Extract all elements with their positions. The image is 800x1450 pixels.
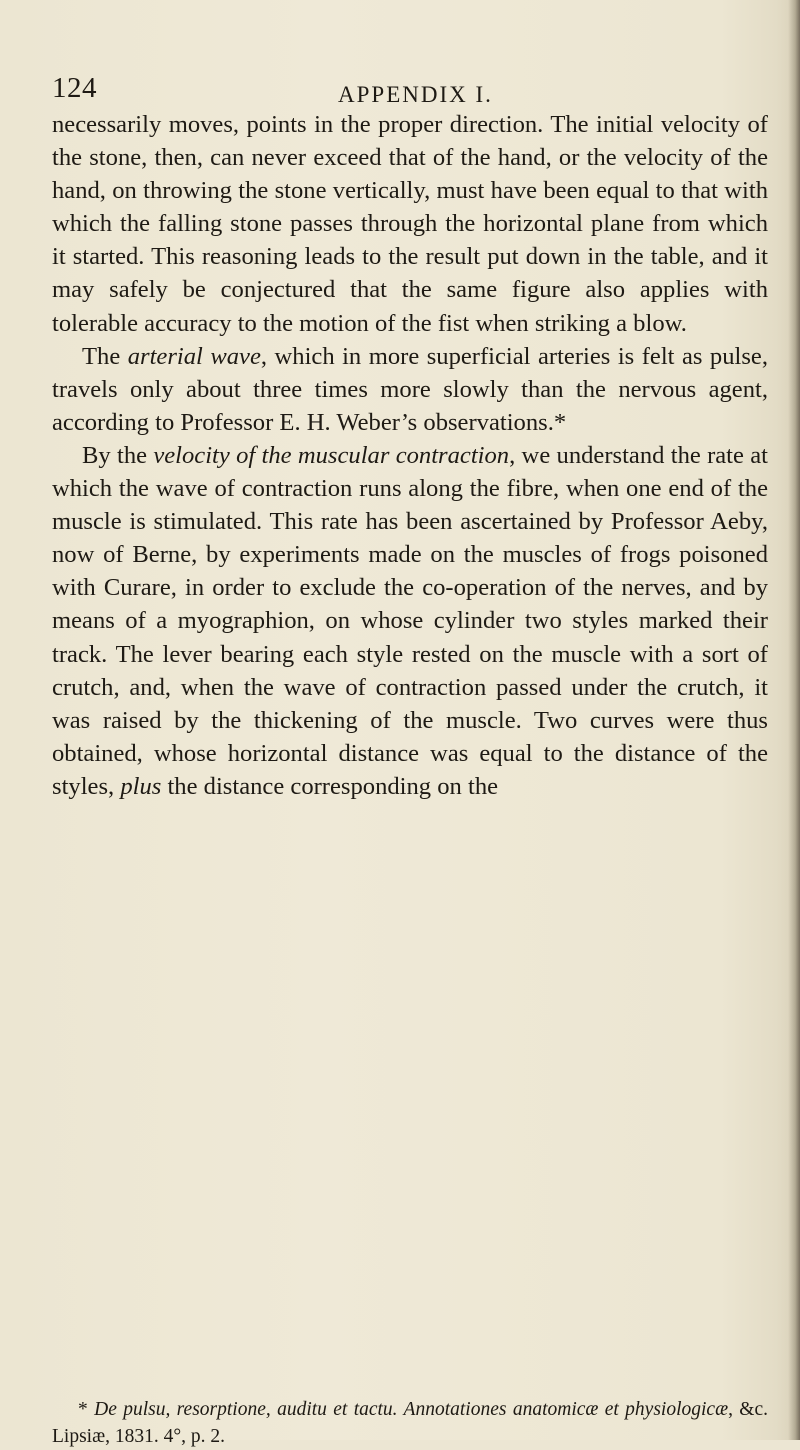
italic-term: arterial wave <box>127 342 261 370</box>
footnote-marker: * <box>78 1399 95 1420</box>
paragraph-text: The <box>82 342 128 370</box>
italic-term: plus <box>120 772 162 800</box>
footnote-text <box>52 1396 768 1450</box>
italic-term: velocity of the muscular contraction <box>153 441 510 469</box>
paragraph-1 <box>52 108 768 340</box>
paragraph-text: the distance corresponding on the <box>161 772 499 800</box>
paragraph-3 <box>52 439 768 803</box>
paragraph-text: necessarily moves, points in the proper direction. The initial velocity of the stone, then, can never exceed that of the hand, or the velocity of the hand, on throwing the stone vertically, must have been equal to that with which the falling stone passes through the horizontal plane from which it started. This reasoning leads to the result put down in the table, and it may safely be conjectured that the same figure also applies with tolerable accuracy to the motion of the fist when striking a blow. <box>52 111 768 337</box>
footnote <box>52 1396 768 1450</box>
running-head: APPENDIX I. <box>338 82 493 107</box>
paragraph-2 <box>52 340 768 439</box>
footnote-title: De pulsu, resorptione, auditu et tactu. Annotationes anatomicæ et physiologicæ <box>94 1399 729 1420</box>
paragraph-text: By the <box>82 441 154 469</box>
footnote-citation: , &c. Lipsiæ, 1831. 4°, p. 2. <box>52 1399 769 1447</box>
page-number: 124 <box>52 72 97 104</box>
paragraph-text: , we understand the rate at which the wave of contraction runs along the fibre, when one end of the muscle is stimulated. This rate has been ascertained by Professor Aeby, now of Berne, by experiments made on the muscles of frogs poisoned with Curare, in order to exclude the co-operation of the nerves, and by means of a myographion, on whose cylinder two styles marked their track. The lever bearing each style rested on the muscle with a sort of crutch, and, when the wave of contraction passed under the crutch, it was raised by the thickening of the muscle. Two curves were thus obtained, whose horizontal distance was equal to the distance of the styles, <box>52 441 768 800</box>
paragraph-text: , which in more superficial arteries is felt as pulse, travels only about three times more slowly than the nervous agent, according to Professor E. H. Weber’s observations.* <box>52 342 768 436</box>
body-text <box>52 108 768 803</box>
page-edge-shadow <box>788 0 800 1440</box>
